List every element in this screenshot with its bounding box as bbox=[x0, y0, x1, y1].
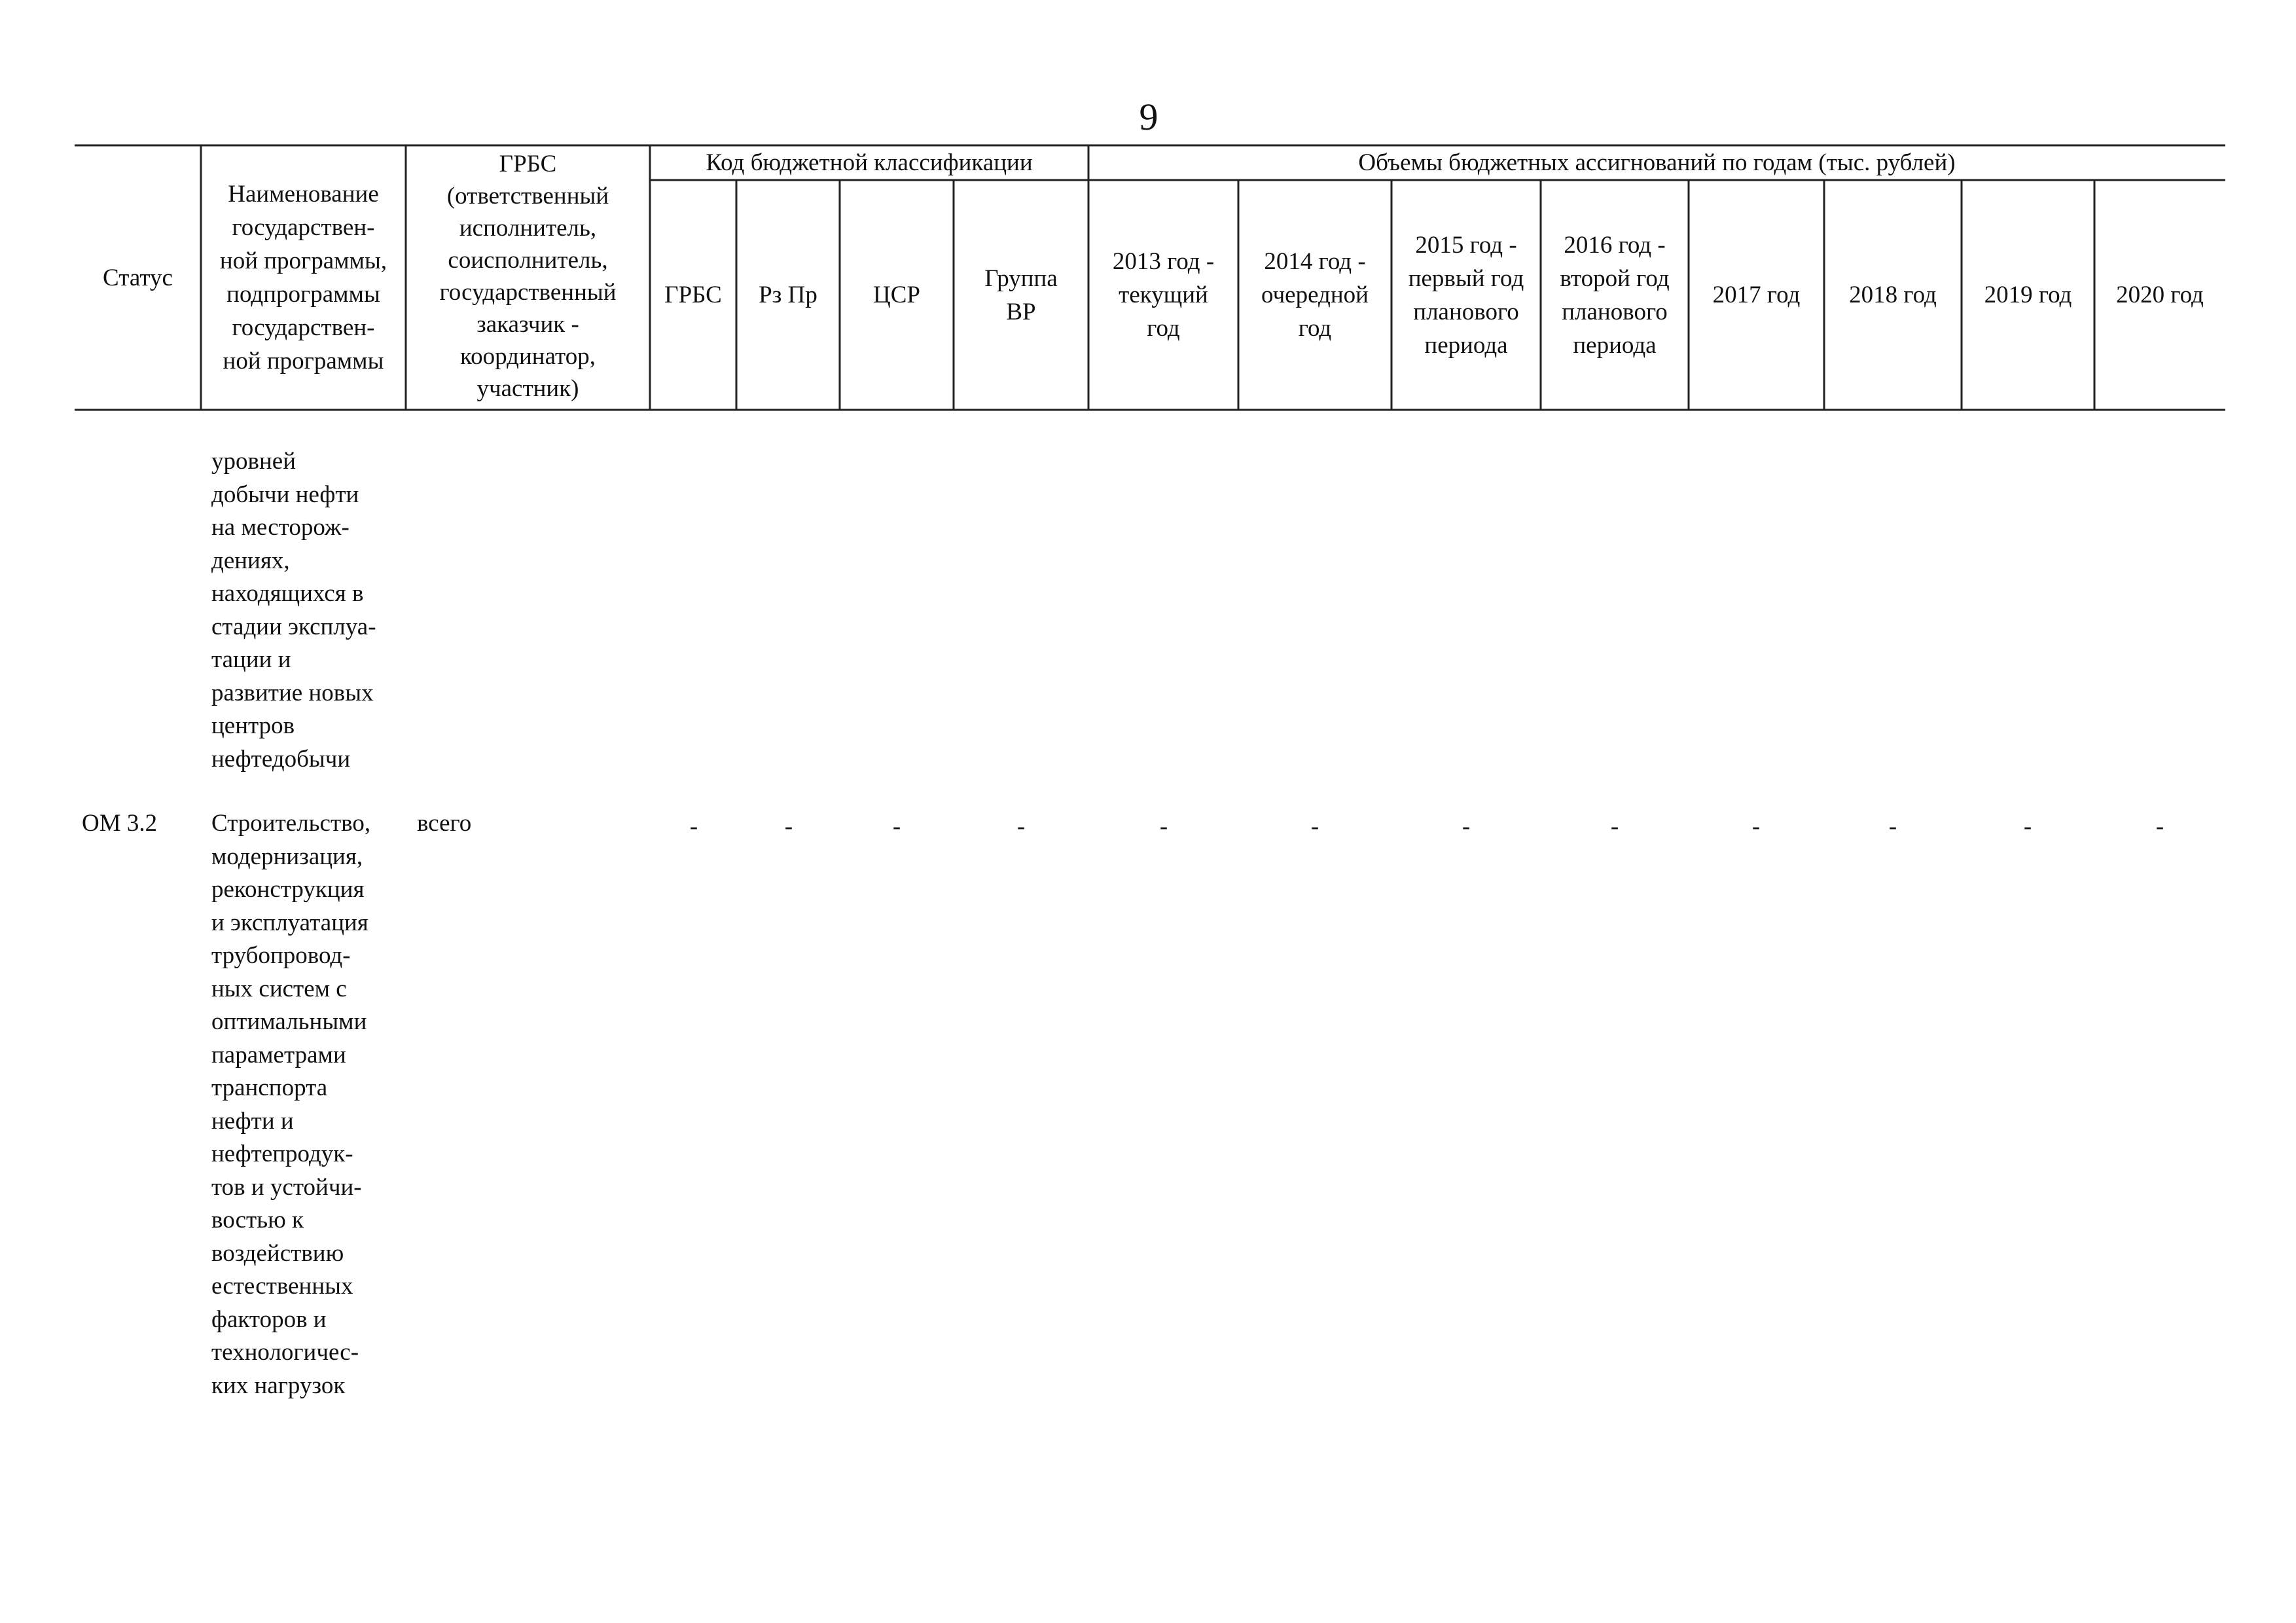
row-2-grbs: всего bbox=[417, 810, 472, 837]
row-2-value-2019: - bbox=[2023, 813, 2032, 840]
row-2-value-2017: - bbox=[1751, 813, 1761, 840]
row-1-program-name: уровней добычи нефти на месторож- дениях, находящихся в стадии эксплуа- тации и развитие новых центров нефтедобычи bbox=[211, 448, 376, 773]
header-code-grbs bbox=[650, 180, 736, 410]
row-2-value-csr: - bbox=[892, 813, 901, 840]
row-2-value-2020: - bbox=[2155, 813, 2164, 840]
header-year-2017-text: 2017 год bbox=[1712, 282, 1801, 308]
row-2-value-2018: - bbox=[1888, 813, 1897, 840]
page-number: 9 bbox=[1139, 96, 1158, 138]
header-status-text: Статус bbox=[103, 264, 173, 291]
header-code-csr-text: ЦСР bbox=[873, 282, 920, 308]
row-2-value-2014: - bbox=[1310, 813, 1319, 840]
header-year-2013-text: 2013 год - текущий год bbox=[1112, 248, 1215, 342]
header-grbs-role-text: ГРБС (ответственный исполнитель, соисполнитель, государственный заказчик - координатор, участник) bbox=[439, 151, 617, 402]
row-2-value-grbs: - bbox=[689, 813, 698, 840]
header-year-2020 bbox=[2094, 180, 2225, 410]
header-year-2015-text: 2015 год - первый год планового периода bbox=[1408, 231, 1524, 359]
header-code-rzpr bbox=[736, 180, 840, 410]
row-2-value-vr-group: - bbox=[1016, 813, 1026, 840]
row-2-value-2015: - bbox=[1462, 813, 1471, 840]
header-status bbox=[75, 145, 201, 410]
header-code-grbs-text: ГРБС bbox=[664, 282, 722, 308]
row-2-value-2016: - bbox=[1610, 813, 1619, 840]
row-2-status: ОМ 3.2 bbox=[82, 810, 158, 837]
header-budget-volume-group-text: Объемы бюджетных ассигнований по годам (тыс. рублей) bbox=[1358, 149, 1956, 176]
header-year-2018 bbox=[1824, 180, 1962, 410]
row-2-value-rzpr: - bbox=[784, 813, 793, 840]
header-year-2014 bbox=[1238, 180, 1391, 410]
header-year-2020-text: 2020 год bbox=[2116, 282, 2204, 308]
header-budget-code-group bbox=[650, 145, 1088, 180]
row-2-value-2013: - bbox=[1159, 813, 1168, 840]
header-program-name-text: Наименование государствен- ной программы, подпрограммы государствен- ной программы bbox=[219, 181, 387, 374]
header-budget-code-group-text: Код бюджетной классификации bbox=[706, 149, 1033, 176]
header-year-2015 bbox=[1391, 180, 1541, 410]
header-code-vr-group-text: Группа ВР bbox=[984, 264, 1058, 325]
header-year-2013 bbox=[1088, 180, 1238, 410]
row-2-program-name: Строительство, модернизация, реконструкция и эксплуатация трубопровод- ных систем с оптимальными параметрами транспорта нефти и нефтепродук- тов и устойчи- востью к воздействию естественных факторов и технологичес- ких нагрузок bbox=[211, 810, 371, 1399]
header-code-csr bbox=[840, 180, 954, 410]
header-program-name bbox=[201, 145, 406, 410]
header-code-vr-group bbox=[954, 180, 1088, 410]
header-year-2019-text: 2019 год bbox=[1984, 282, 2072, 308]
header-budget-volume-group bbox=[1088, 145, 2225, 180]
header-grbs-role bbox=[406, 145, 650, 410]
header-year-2018-text: 2018 год bbox=[1849, 282, 1937, 308]
header-year-2017 bbox=[1689, 180, 1824, 410]
header-year-2016 bbox=[1541, 180, 1689, 410]
header-year-2016-text: 2016 год - второй год планового периода bbox=[1560, 231, 1670, 359]
header-year-2014-text: 2014 год - очередной год bbox=[1261, 248, 1369, 342]
header-year-2019 bbox=[1962, 180, 2094, 410]
header-code-rzpr-text: Рз Пр bbox=[759, 282, 817, 308]
